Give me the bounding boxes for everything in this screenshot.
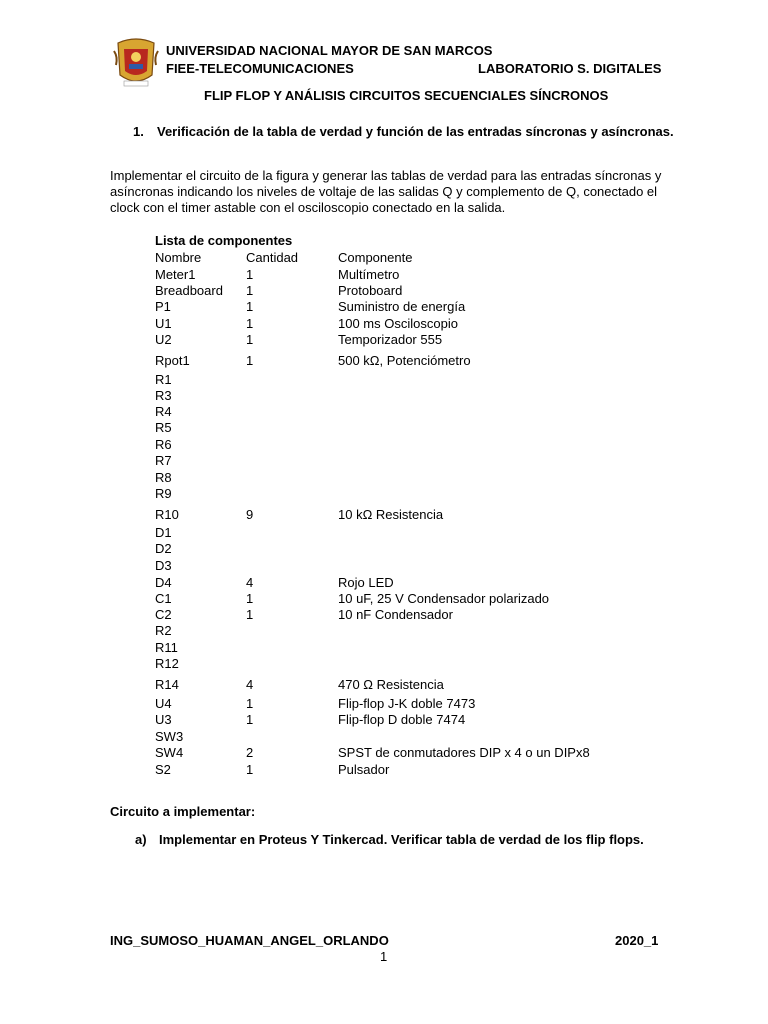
component-name: Breadboard (155, 283, 223, 298)
component-quantity: 1 (246, 267, 254, 282)
component-name: S2 (155, 762, 171, 777)
component-name: R10 (155, 507, 179, 522)
component-quantity: 1 (246, 299, 254, 314)
footer-term: 2020_1 (615, 933, 659, 948)
component-quantity: 1 (246, 283, 254, 298)
component-description: Temporizador 555 (338, 332, 443, 347)
column-header-component: Componente (338, 250, 413, 265)
component-description: 100 ms Osciloscopio (338, 316, 458, 331)
component-quantity: 1 (246, 353, 254, 368)
item-text: Implementar en Proteus Y Tinkercad. Verificar tabla de verdad de los flip flops. (159, 832, 644, 847)
component-name: R14 (155, 677, 179, 692)
component-name: U1 (155, 316, 172, 331)
component-description: 500 kΩ, Potenciómetro (338, 353, 471, 368)
component-name: D2 (155, 541, 172, 556)
component-quantity: 4 (246, 677, 254, 692)
component-description: Flip-flop D doble 7474 (338, 712, 466, 727)
component-name: R1 (155, 372, 172, 387)
intro-line: clock con el timer astable con el osciloscopio conectado en la salida. (110, 200, 506, 215)
component-quantity: 1 (246, 316, 254, 331)
component-description: 10 kΩ Resistencia (338, 507, 444, 522)
footer-author: ING_SUMOSO_HUAMAN_ANGEL_ORLANDO (110, 933, 389, 948)
component-name: Meter1 (155, 267, 196, 282)
component-quantity: 1 (246, 591, 254, 606)
component-name: U4 (155, 696, 172, 711)
section-heading: Verificación de la tabla de verdad y función de las entradas síncronas y asíncronas. (157, 124, 674, 139)
component-name: P1 (155, 299, 171, 314)
section-number: 1. (133, 124, 144, 139)
component-quantity: 1 (246, 607, 254, 622)
component-description: Suministro de energía (338, 299, 466, 314)
column-header-quantity: Cantidad (246, 250, 299, 265)
component-name: R3 (155, 388, 172, 403)
component-quantity: 1 (246, 762, 254, 777)
component-description: 10 nF Condensador (338, 607, 453, 622)
component-description: Flip-flop J-K doble 7473 (338, 696, 476, 711)
component-quantity: 1 (246, 332, 254, 347)
component-quantity: 2 (246, 745, 254, 760)
component-name: C1 (155, 591, 172, 606)
component-description: SPST de conmutadores DIP x 4 o un DIPx8 (338, 745, 590, 760)
component-name: R6 (155, 437, 172, 452)
intro-line: Implementar el circuito de la figura y generar las tablas de verdad para las entradas síncronas y (110, 168, 662, 183)
component-name: SW3 (155, 729, 184, 744)
component-quantity: 1 (246, 696, 254, 711)
component-name: R5 (155, 420, 172, 435)
component-name: D4 (155, 575, 172, 590)
component-name: R8 (155, 470, 172, 485)
component-name: R2 (155, 623, 172, 638)
component-name: U3 (155, 712, 172, 727)
lab-name: LABORATORIO S. DIGITALES (478, 61, 662, 76)
components-title: Lista de componentes (155, 233, 293, 248)
university-name: UNIVERSIDAD NACIONAL MAYOR DE SAN MARCOS (166, 43, 493, 58)
component-name: R9 (155, 486, 172, 501)
component-name: D1 (155, 525, 172, 540)
circuit-heading: Circuito a implementar: (110, 804, 256, 819)
document-title: FLIP FLOP Y ANÁLISIS CIRCUITOS SECUENCIALES SÍNCRONOS (204, 88, 609, 103)
component-name: R4 (155, 404, 172, 419)
component-description: Pulsador (338, 762, 390, 777)
intro-line: asíncronas indicando los niveles de voltaje de las salidas Q y complemento de Q, conectado el (110, 184, 658, 199)
component-description: Multímetro (338, 267, 400, 282)
faculty-name: FIEE-TELECOMUNICACIONES (166, 61, 354, 76)
component-description: 10 uF, 25 V Condensador polarizado (338, 591, 550, 606)
component-name: D3 (155, 558, 172, 573)
component-name: R12 (155, 656, 179, 671)
component-name: Rpot1 (155, 353, 190, 368)
column-header-name: Nombre (155, 250, 202, 265)
component-name: SW4 (155, 745, 184, 760)
component-description: Protoboard (338, 283, 403, 298)
component-name: R7 (155, 453, 172, 468)
component-description: Rojo LED (338, 575, 394, 590)
university-crest-logo (112, 37, 160, 93)
component-name: R11 (155, 640, 178, 655)
component-quantity: 1 (246, 712, 254, 727)
component-name: C2 (155, 607, 172, 622)
intro-paragraph (110, 168, 661, 216)
item-marker: a) (135, 832, 147, 847)
page-number: 1 (380, 949, 388, 964)
component-description: 470 Ω Resistencia (338, 677, 444, 692)
component-name: U2 (155, 332, 172, 347)
component-quantity: 9 (246, 507, 254, 522)
component-quantity: 4 (246, 575, 254, 590)
